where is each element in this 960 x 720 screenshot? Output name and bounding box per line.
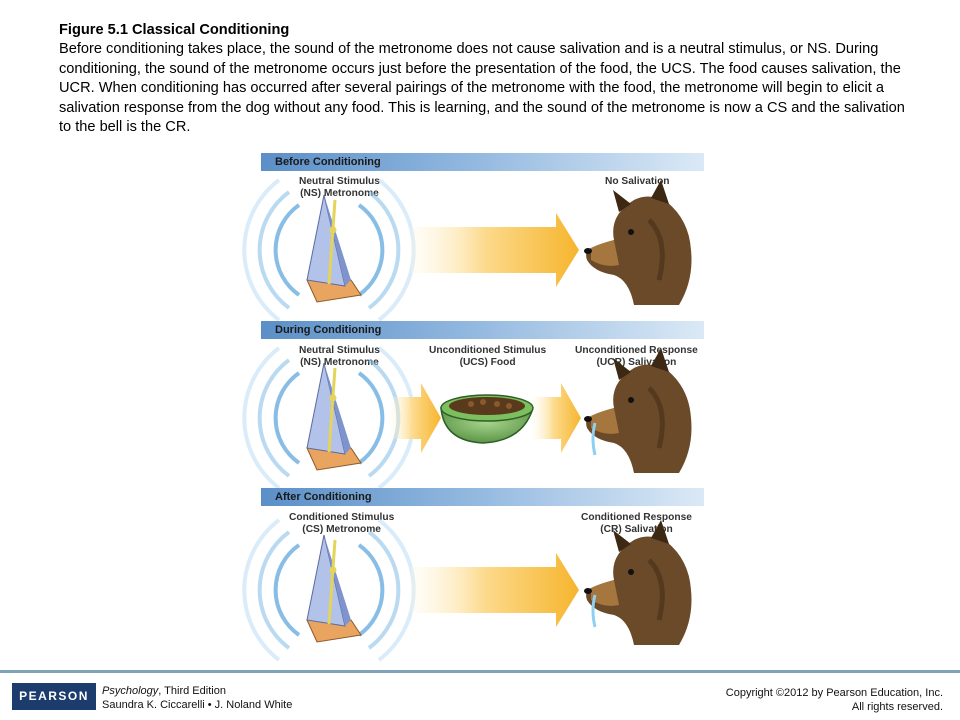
copyright-line: Copyright ©2012 by Pearson Education, Inc. <box>725 687 943 699</box>
arrow-icon <box>411 553 579 627</box>
metronome-icon <box>244 180 413 320</box>
figure-caption <box>59 21 919 137</box>
footer-divider <box>0 670 960 673</box>
before-conditioning-illustration <box>261 195 704 305</box>
saliva-drip-icon <box>593 595 595 627</box>
after-response-line1: Conditioned Response <box>581 512 692 523</box>
during-stimulus-line1: Neutral Stimulus <box>299 345 380 356</box>
arrow-icon <box>533 383 581 453</box>
during-conditioning-illustration <box>261 363 704 473</box>
figure-title: Figure 5.1 Classical Conditioning <box>59 22 290 38</box>
dog-icon <box>584 180 692 305</box>
book-title: Psychology <box>102 685 159 697</box>
band-after-conditioning: After Conditioning <box>261 488 704 506</box>
after-response-line2: (CR) Salivation <box>600 523 673 535</box>
saliva-drip-icon <box>593 423 595 455</box>
metronome-icon <box>244 520 413 660</box>
arrow-icon <box>391 383 441 453</box>
book-authors: Saundra K. Ciccarelli • J. Noland White <box>102 699 293 711</box>
after-conditioning-illustration <box>261 535 704 645</box>
after-stimulus-line2: (CS) Metronome <box>302 523 381 535</box>
rights-line: All rights reserved. <box>851 701 943 713</box>
classical-conditioning-figure <box>261 150 704 647</box>
ucs-line1: Unconditioned Stimulus <box>429 345 547 356</box>
band-before-conditioning: Before Conditioning <box>261 153 704 171</box>
before-response-text: No Salivation <box>605 176 670 187</box>
metronome-icon <box>244 348 413 488</box>
before-stimulus-line2: (NS) Metronome <box>300 187 379 199</box>
copyright-notice <box>726 686 943 714</box>
before-stimulus-line1: Neutral Stimulus <box>299 176 380 187</box>
pearson-logo: PEARSON <box>12 683 96 710</box>
ucr-line2: (UCR) Salivation <box>596 356 677 368</box>
book-edition: , Third Edition <box>158 685 226 697</box>
after-stimulus-line1: Conditioned Stimulus <box>289 512 395 523</box>
figure-description: Before conditioning takes place, the sound of the metronome does not cause salivation and is a neutral stimulus, or NS. During conditioning, the sound of the metronome occurs just before the presentation of the food, the UCS. The food causes salivation, the UCR. When conditioning has occurred after several pairings of the metronome with the food, the metronome will begin to elicit a salivation response from the dog without any food. This is learning, and the sound of the metronome is now a CS and the salivation to the bell is the CR. <box>59 41 905 136</box>
band-during-conditioning: During Conditioning <box>261 321 704 339</box>
arrow-icon <box>411 213 579 287</box>
book-info <box>102 684 292 712</box>
salivating-dog-icon <box>584 520 692 645</box>
food-bowl-icon <box>441 395 533 443</box>
after-response-label <box>581 512 692 535</box>
during-stimulus-line2: (NS) Metronome <box>300 356 379 368</box>
ucs-line2: (UCS) Food <box>459 356 516 368</box>
salivating-dog-icon <box>584 348 692 473</box>
ucr-line1: Unconditioned Response <box>575 345 698 356</box>
after-stimulus-label <box>289 512 394 535</box>
